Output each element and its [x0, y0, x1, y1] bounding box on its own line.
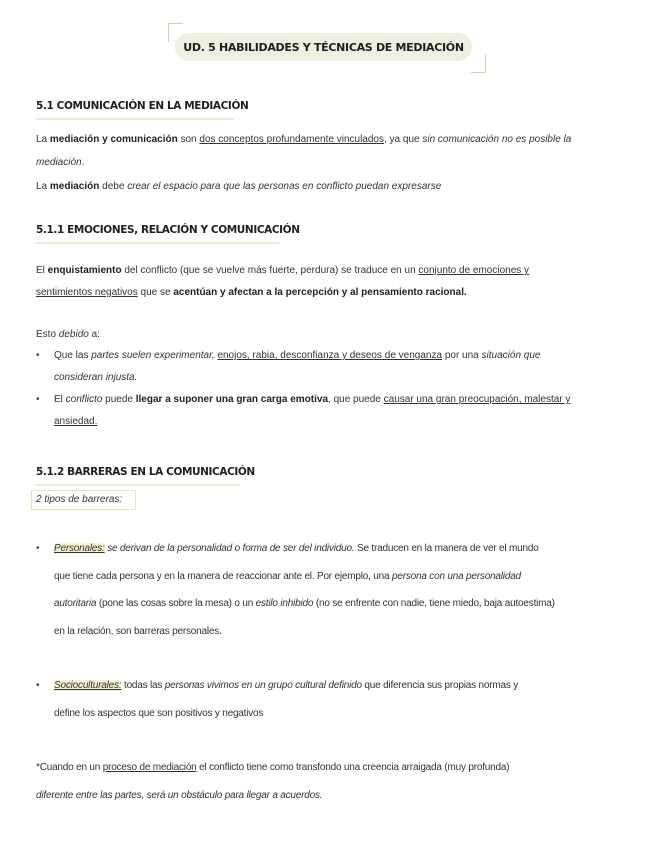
- page-title: UD. 5 HABILIDADES Y TÉCNICAS DE MEDIACIÓN: [175, 33, 472, 61]
- bullet-item-2-cont: ansiedad.: [54, 416, 98, 427]
- barrier-socioculturales-line-2: define los aspectos que son positivos y negativos: [54, 708, 264, 719]
- barrier-personales-line-2: que tiene cada persona y en la manera de reaccionar ante el. Por ejemplo, una persona con una personalidad: [54, 571, 521, 582]
- tipos-label: 2 tipos de barreras:: [36, 494, 123, 505]
- paragraph-5-1-1-b: sentimientos negativos que se acentúan y afectan a la percepción y al pensamiento racional.: [36, 287, 467, 298]
- note-line-1: *Cuando en un proceso de mediación el conflicto tiene como transfondo una creencia arraigada (muy profunda): [36, 762, 510, 773]
- heading-underline: [36, 484, 240, 486]
- bullet-icon: •: [36, 394, 40, 405]
- heading-underline: [36, 118, 234, 120]
- paragraph-5-1-2: La mediación debe crear el espacio para que las personas en conflicto puedan expresarse: [36, 181, 442, 192]
- paragraph-5-1-1-cont: mediación.: [36, 157, 85, 168]
- title-corner-decoration: [471, 54, 486, 73]
- paragraph-5-1-1: La mediación y comunicación son dos conceptos profundamente vinculados, ya que sin comunicación no es posible la: [36, 134, 572, 145]
- heading-underline: [36, 242, 280, 244]
- bullet-icon: •: [36, 350, 40, 361]
- intro-line: Esto debido a:: [36, 329, 100, 340]
- bullet-item-1-cont: consideran injusta.: [54, 372, 138, 383]
- bullet-icon: •: [36, 680, 40, 691]
- bullet-item-2: El conflicto puede llegar a suponer una gran carga emotiva, que puede causar una gran preocupación, malestar y: [54, 394, 571, 405]
- barrier-personales: Personales: se derivan de la personalidad o forma de ser del individuo. Se traducen en la manera de ver el mundo: [54, 543, 539, 554]
- bullet-item-1: Que las partes suelen experimentar, enojos, rabia, desconfianza y deseos de venganza por una situación que: [54, 350, 541, 361]
- barrier-personales-line-4: en la relación, son barreras personales.: [54, 626, 222, 637]
- barrier-personales-line-3: autoritaria (pone las cosas sobre la mesa) o un estilo inhibido (no se enfrente con nadie, tiene miedo, baja autoestima): [54, 598, 555, 609]
- section-5-1-heading: 5.1 COMUNICACIÓN EN LA MEDIACIÓN: [36, 100, 249, 112]
- section-5-1-2-heading: 5.1.2 BARRERAS EN LA COMUNICACIÓN: [36, 466, 255, 478]
- note-line-2: diferente entre las partes, será un obstáculo para llegar a acuerdos.: [36, 790, 323, 801]
- section-5-1-1-heading: 5.1.1 EMOCIONES, RELACIÓN Y COMUNICACIÓN: [36, 224, 300, 236]
- title-frame: [168, 23, 486, 73]
- bullet-icon: •: [36, 543, 40, 554]
- barrier-socioculturales: Socioculturales: todas las personas vivimos en un grupo cultural definido que diferencia sus propias normas y: [54, 680, 519, 691]
- paragraph-5-1-1-a: El enquistamiento del conflicto (que se vuelve más fuerte, perdura) se traduce en un conjunto de emociones y: [36, 265, 530, 276]
